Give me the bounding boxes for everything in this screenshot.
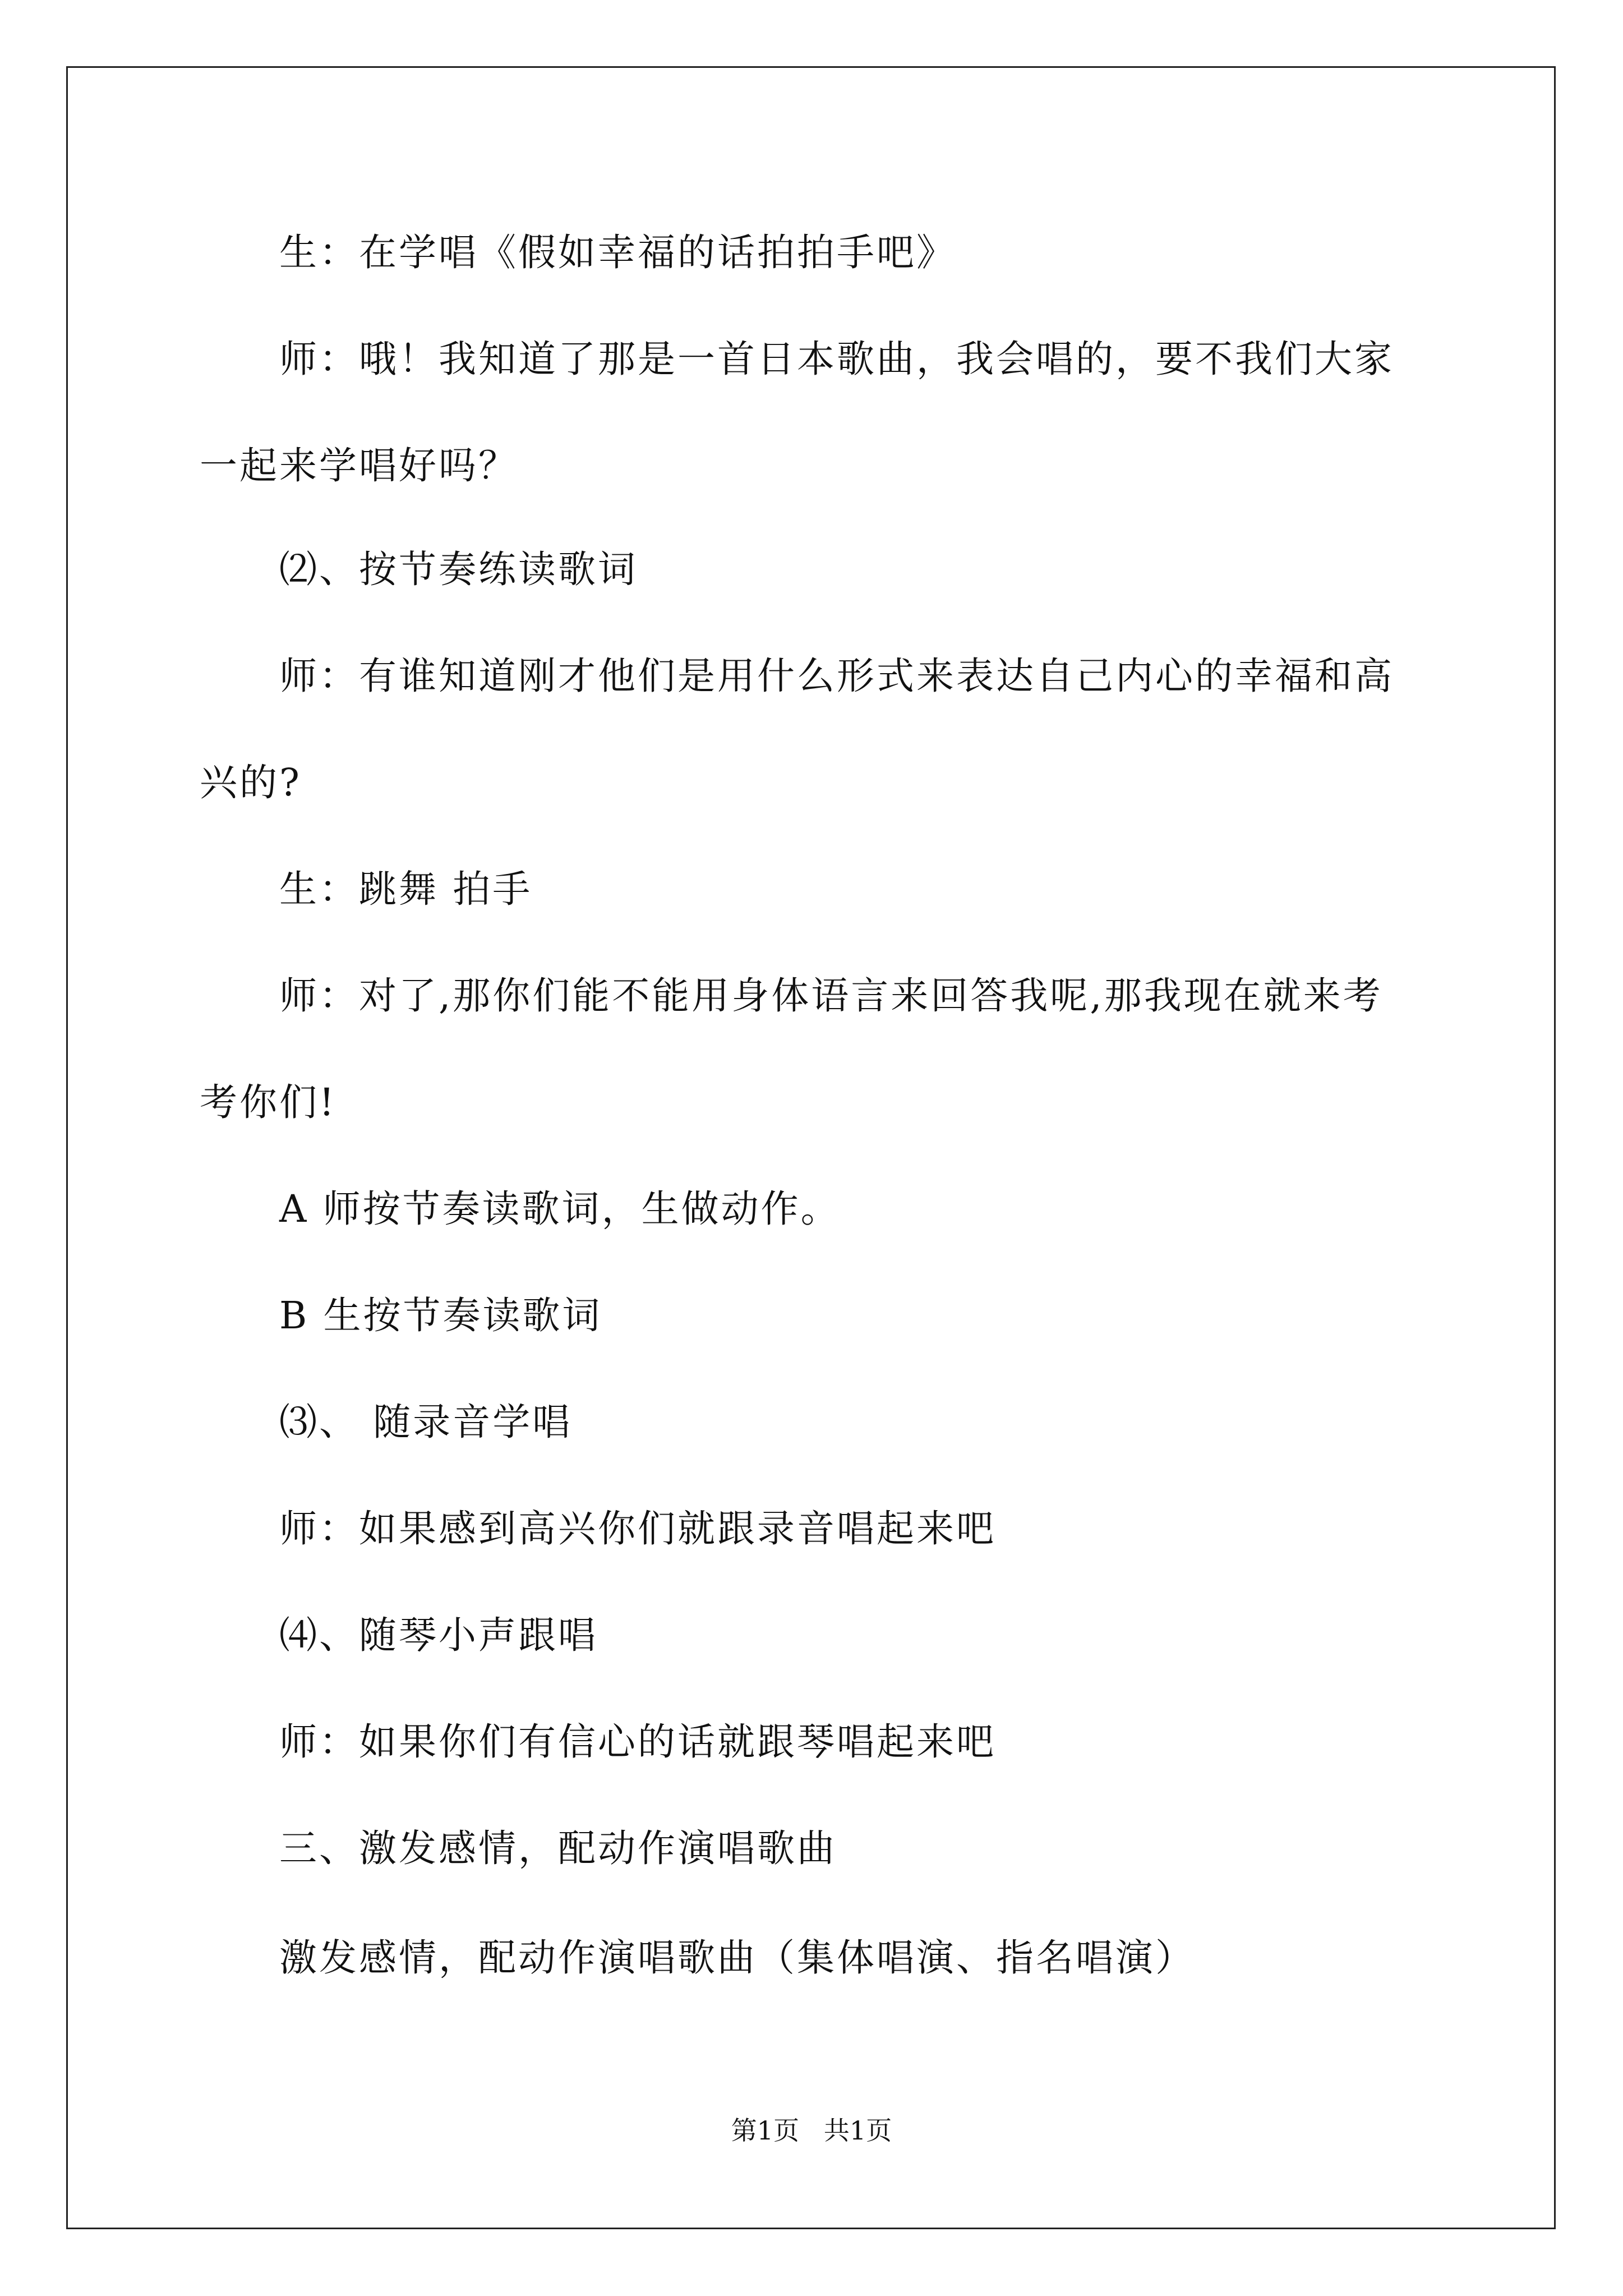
text-line-9: 考你们! [200, 1080, 336, 1124]
text-line-8: 师：对了,那你们能不能用身体语言来回答我呢,那我现在就来考 [279, 974, 1383, 1018]
text-line-17: 激发感情，配动作演唱歌曲（集体唱演、指名唱演） [279, 1936, 1195, 1980]
text-line-16: 三、激发感情，配动作演唱歌曲 [279, 1826, 837, 1870]
text-line-14: ⑷、随琴小声跟唱 [279, 1613, 598, 1657]
text-line-3: 一起来学唱好吗？ [200, 444, 518, 487]
text-line-6: 兴的? [200, 761, 302, 804]
text-line-2: 师：哦！我知道了那是一首日本歌曲，我会唱的，要不我们大家 [279, 337, 1394, 381]
page-number-footer: 第1页 共1页 [731, 2115, 892, 2146]
text-line-12: ⑶、 随录音学唱 [279, 1400, 573, 1444]
text-line-11: B 生按节奏读歌词 [279, 1294, 602, 1337]
text-line-5: 师：有谁知道刚才他们是用什么形式来表达自己内心的幸福和高 [279, 654, 1394, 698]
text-line-13: 师：如果感到高兴你们就跟录音唱起来吧 [279, 1507, 996, 1550]
text-line-4: ⑵、按节奏练读歌词 [279, 547, 638, 591]
text-line-7: 生：跳舞 拍手 [279, 867, 533, 911]
text-line-1: 生：在学唱《假如幸福的话拍拍手吧》 [279, 231, 956, 274]
text-line-15: 师：如果你们有信心的话就跟琴唱起来吧 [279, 1720, 996, 1764]
page-border [66, 66, 1556, 2229]
text-line-10: A 师按节奏读歌词，生做动作。 [279, 1187, 841, 1231]
